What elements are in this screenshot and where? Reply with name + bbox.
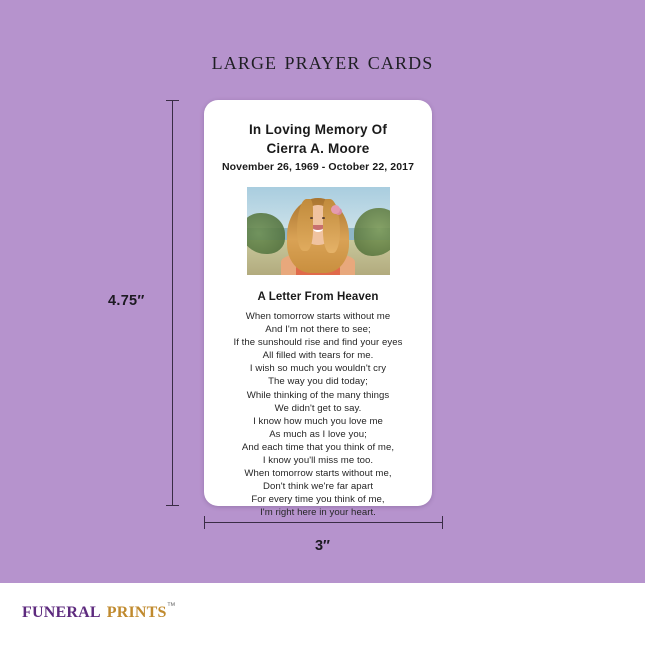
- width-dimension-label: 3″: [314, 538, 330, 554]
- poem-line: I know you'll miss me too.: [262, 455, 374, 467]
- poem-line: If the sunshould rise and find your eyes: [233, 337, 403, 349]
- width-dimension-line: [204, 522, 443, 523]
- poem-body: [220, 310, 416, 520]
- poem-line: When tomorrow starts without me: [245, 311, 391, 322]
- prayer-card: [204, 100, 432, 519]
- poem-line: We didn't get to say.: [274, 402, 362, 414]
- portrait-photo: [247, 187, 390, 275]
- poem-line: The way you did today;: [268, 376, 368, 388]
- poem-line: I know how much you love me: [253, 415, 383, 427]
- card-deceased-name: Cierra A. Moore: [266, 141, 370, 156]
- brand-logo-second: prints: [106, 597, 167, 622]
- photo-foliage-left: [247, 213, 285, 253]
- poem-line: While thinking of the many things: [246, 389, 390, 401]
- brand-logo[interactable]: [22, 597, 176, 623]
- poem-line: All filled with tears for me.: [262, 350, 374, 362]
- poem-line: I'm right here in your heart.: [260, 507, 376, 519]
- footer-bar: [0, 583, 645, 645]
- poem-line: For every time you think of me,: [251, 494, 385, 506]
- height-dimension-line: [172, 100, 173, 506]
- photo-smile: [313, 225, 323, 232]
- card-memory-line: In Loving Memory Of: [248, 122, 388, 137]
- photo-eye-left: [310, 217, 313, 219]
- poem-line: As much as I love you;: [269, 428, 367, 440]
- card-dates: November 26, 1969 - October 22, 2017: [221, 161, 415, 173]
- photo-hair-strand-left: [297, 199, 313, 251]
- poem-line: When tomorrow starts without me,: [244, 468, 392, 480]
- trademark-symbol: ™: [166, 600, 176, 611]
- photo-eye-right: [322, 217, 325, 219]
- poem-title: A Letter From Heaven: [257, 291, 379, 303]
- height-dimension-label: 4.75″: [108, 293, 145, 309]
- poem-line: I wish so much you wouldn't cry: [249, 363, 387, 375]
- poem-line: Don't think we're far apart: [262, 481, 374, 493]
- brand-logo-first: funeral: [22, 597, 101, 622]
- poem-line: And I'm not there to see;: [265, 324, 371, 336]
- page-title: large prayer cards: [211, 48, 434, 75]
- poem-line: And each time that you think of me,: [241, 441, 395, 453]
